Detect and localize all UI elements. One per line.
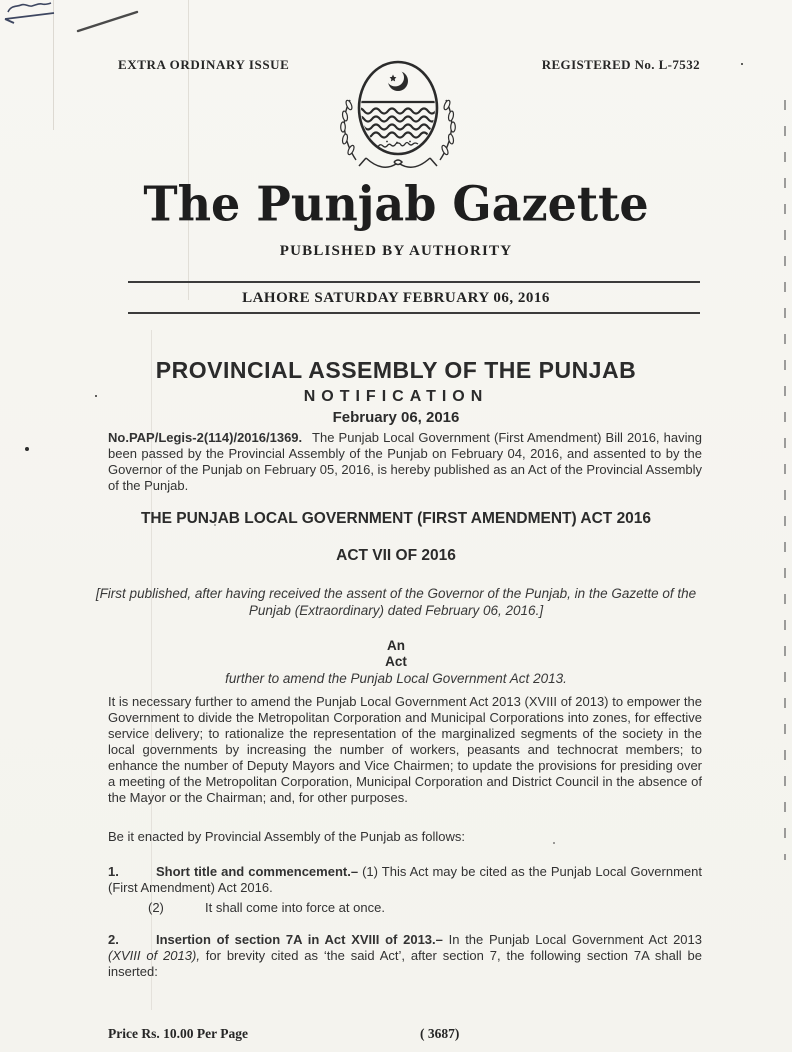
section-1-clause-2 [108, 900, 702, 916]
publication-note: [First published, after having received the assent of the Governor of the Punjab, in the Gazette of the Punjab (Extraordinary) dated February 06, 2016.] [95, 586, 697, 618]
diagonal-pen-stroke-icon [78, 12, 137, 31]
handwritten-ink-scribble-icon [2, 0, 152, 40]
dateline-rule-top [128, 281, 700, 283]
act-title: THE PUNJAB LOCAL GOVERNMENT (FIRST AMENDMENT) ACT 2016 [140, 510, 652, 527]
section-1 [108, 864, 702, 916]
section-2 [108, 932, 702, 980]
notification-heading: NOTIFICATION [303, 388, 489, 405]
preamble-an: An [387, 638, 405, 653]
dateline-rule-bottom [128, 312, 700, 314]
notification-paragraph [108, 430, 702, 494]
section-text: In the Punjab Local Government Act 2013 [448, 932, 702, 947]
assembly-heading: PROVINCIAL ASSEMBLY OF THE PUNJAB [155, 357, 637, 383]
notification-date: February 06, 2016 [332, 409, 460, 426]
section-1-clause-1 [108, 864, 702, 896]
preamble-paragraph: It is necessary further to amend the Punjab Local Government Act 2013 (XVIII of 2013) to empower the Government to divide the Metropolitan Corporation and Municipal Corporations into zones, for effective service delivery; to rationalize the representation of the marginalized segments of the society in the local governments by increasing the number of workers, peasants and technocrat members; to enhance the number of Deputy Mayors and Vice Chairmen; to update the provisions for presiding over a meeting of the Metropolitan Corporation, Municipal Corporation and District Council in the absence of the Mayor or the Chairman; and, for other purposes. [108, 694, 702, 805]
dateline: LAHORE SATURDAY FEBRUARY 06, 2016 [242, 290, 550, 306]
act-number: ACT VII OF 2016 [336, 547, 456, 564]
gazette-title: The Punjab Gazette [143, 175, 649, 233]
enacting-clause: Be it enacted by Provincial Assembly of the Punjab as follows: [108, 829, 465, 844]
government-of-punjab-crest-icon [330, 58, 466, 172]
preamble-act: Act [385, 654, 407, 669]
section-number: 1. [108, 864, 119, 879]
section-text: (1) This Act may be cited as the Punjab Local Government (First Amendment) Act 2016. [108, 864, 702, 895]
section-title: Short title and commencement.– [156, 864, 359, 879]
issue-label: EXTRA ORDINARY ISSUE [118, 57, 290, 72]
registration-number: REGISTERED No. L-7532 [541, 57, 700, 72]
section-2-clause [108, 932, 702, 980]
scan-speck [741, 63, 743, 65]
subclause-number: (2) [148, 900, 164, 915]
page-number: ( 3687) [420, 1026, 460, 1041]
scan-speck [25, 447, 29, 451]
notification-body-text: The Punjab Local Government (First Amendment) Bill 2016, having been passed by the Provincial Assembly of the Punjab on February 04, 2016, and assented to by the Governor of the Punjab on February 05, 2016, is hereby published as an Act of the Provincial Assembly of the Punjab. [108, 430, 703, 493]
reference-number: No.PAP/Legis-2(114)/2016/1369. [108, 430, 303, 445]
section-title: Insertion of section 7A in Act XVIII of 2013.– [156, 932, 443, 947]
section-text: for brevity cited as ‘the said Act’, after section 7, the following section 7A shall be inserted: [108, 948, 702, 979]
section-text-citation: (XVIII of 2013), [108, 948, 200, 963]
section-number: 2. [108, 932, 119, 947]
preamble-purpose: further to amend the Punjab Local Government Act 2013. [225, 671, 567, 686]
authority-line: PUBLISHED BY AUTHORITY [279, 243, 513, 259]
subclause-text: It shall come into force at once. [205, 900, 385, 915]
price-label: Price Rs. 10.00 Per Page [108, 1026, 248, 1041]
